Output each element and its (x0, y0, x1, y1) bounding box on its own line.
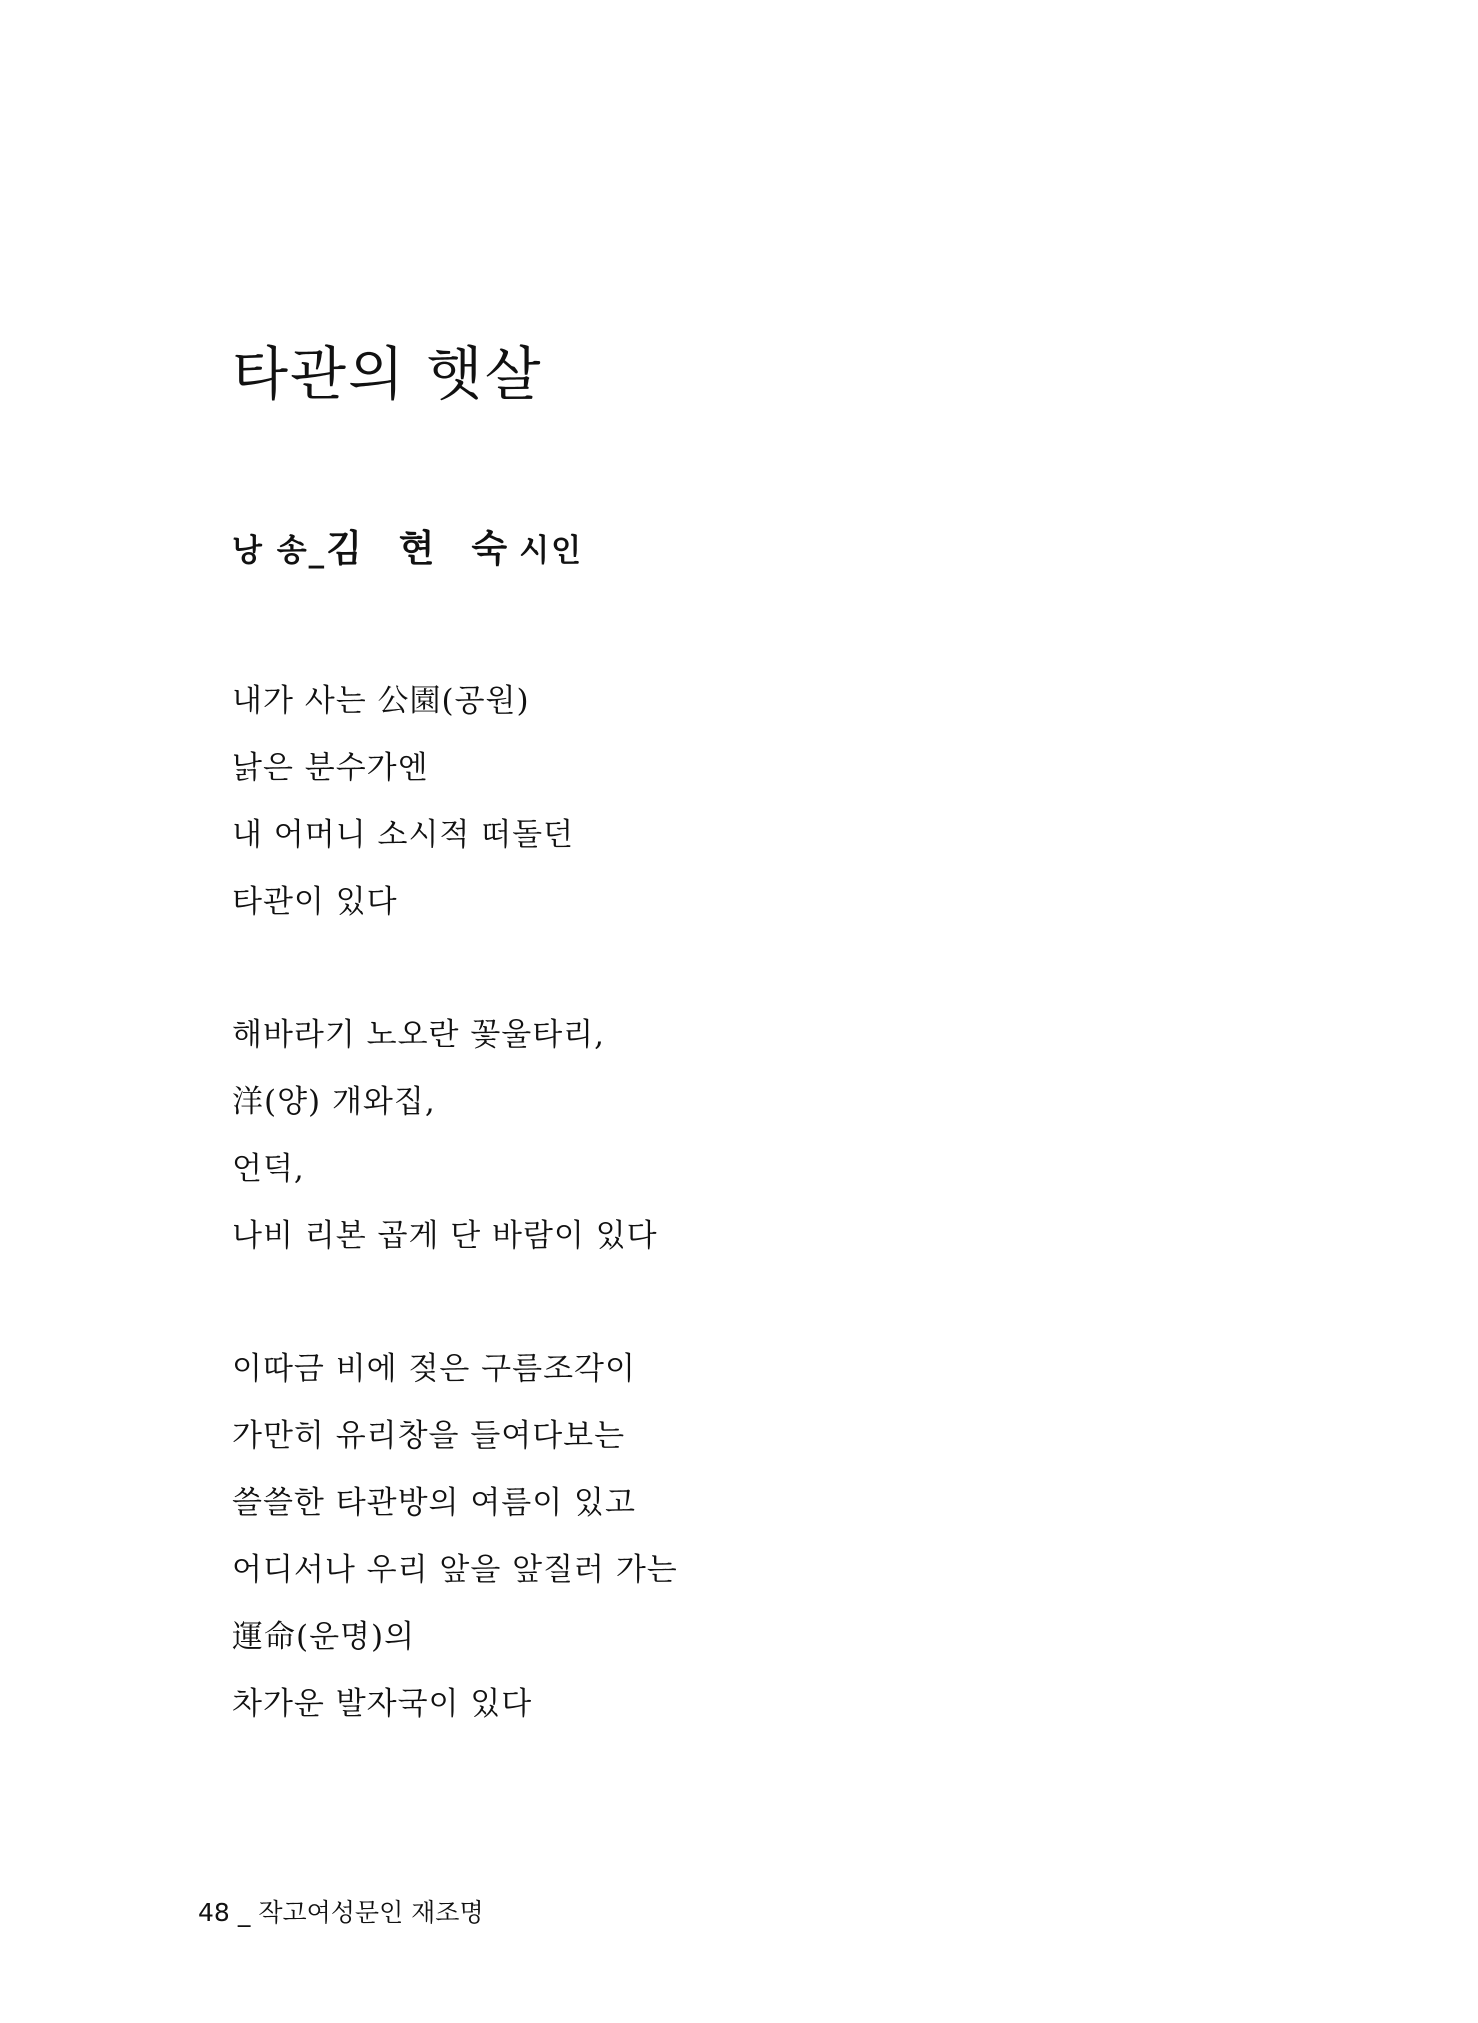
footer-separator: _ (237, 1898, 251, 1927)
byline (232, 527, 584, 570)
poem-line: 가만히 유리창을 들여다보는 (232, 1418, 626, 1454)
poem-line: 쓸쓸한 타관방의 여름이 있고 (232, 1485, 636, 1521)
poem-line: 내가 사는 公園(공원) (232, 683, 530, 719)
stanza (232, 668, 678, 936)
poem-line: 나비 리본 곱게 단 바람이 있다 (232, 1218, 658, 1254)
byline-name: 김 현 숙 (326, 527, 520, 570)
poem-body (232, 668, 678, 1804)
book-title: 작고여성문인 재조명 (258, 1898, 484, 1927)
stanza (232, 1336, 678, 1738)
page-footer (198, 1893, 484, 1929)
byline-suffix: 시인 (519, 533, 584, 569)
page-number: 48 (198, 1898, 230, 1927)
stanza (232, 1002, 678, 1270)
poem-line: 이따금 비에 젖은 구름조각이 (232, 1351, 636, 1387)
poem-line: 洋(양) 개와집, (232, 1084, 436, 1120)
poem-line: 어디서나 우리 앞을 앞질러 가는 (232, 1552, 678, 1588)
poem-line: 運命(운명)의 (232, 1619, 416, 1655)
poem-line: 타관이 있다 (232, 884, 398, 920)
poem-line: 내 어머니 소시적 떠돌던 (232, 817, 575, 853)
poem-title: 타관의 햇살 (232, 340, 543, 408)
byline-role: 낭 송_ (232, 533, 327, 569)
poem-line: 해바라기 노오란 꽃울타리, (232, 1017, 605, 1053)
poem-line: 차가운 발자국이 있다 (232, 1686, 533, 1722)
poem-line: 낡은 분수가엔 (232, 750, 429, 786)
poem-line: 언덕, (232, 1151, 305, 1187)
